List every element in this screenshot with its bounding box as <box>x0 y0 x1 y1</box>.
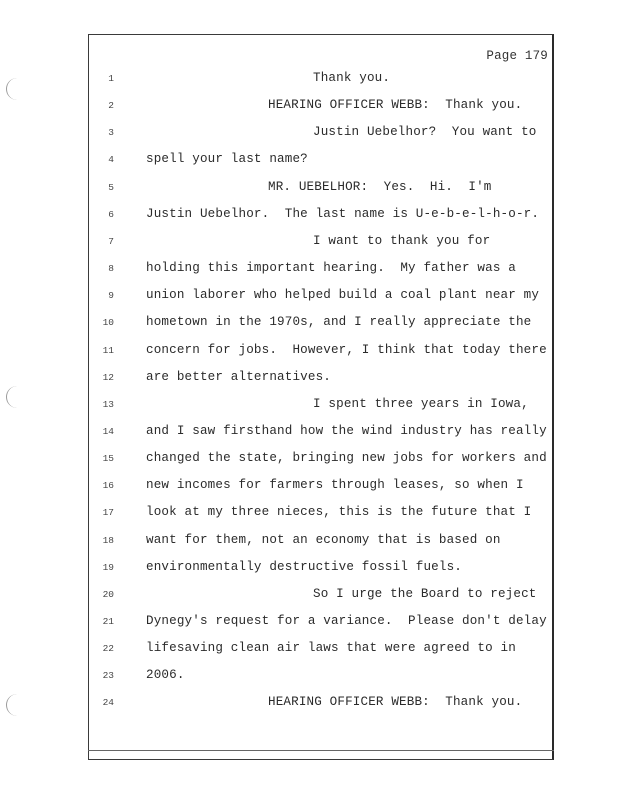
binder-hole-mark <box>6 386 21 408</box>
line-number: 20 <box>102 588 114 600</box>
transcript-line: spell your last name? <box>146 152 308 167</box>
line-number: 4 <box>108 154 114 166</box>
transcript-line: look at my three nieces, this is the future that I <box>146 505 532 520</box>
line-number: 6 <box>108 208 114 220</box>
line-number: 21 <box>102 616 114 627</box>
transcript-line: environmentally destructive fossil fuels. <box>146 559 463 574</box>
line-number: 9 <box>108 290 114 302</box>
transcript-line: changed the state, bringing new jobs for workers and <box>146 451 547 466</box>
line-number: 5 <box>108 181 114 193</box>
line-number: 19 <box>102 561 114 573</box>
transcript-line: hometown in the 1970s, and I really appreciate the <box>146 315 532 330</box>
transcript-line: HEARING OFFICER WEBB: Thank you. <box>268 98 523 113</box>
line-number: 13 <box>102 398 114 410</box>
line-number: 15 <box>102 453 114 465</box>
transcript-line: Dynegy's request for a variance. Please don't delay <box>146 614 547 628</box>
transcript-line: Thank you. <box>313 71 391 85</box>
transcript-line: 2006. <box>146 668 185 683</box>
line-number: 10 <box>102 317 114 329</box>
line-number: 16 <box>102 480 114 492</box>
transcript-line: Justin Uebelhor. The last name is U-e-b-e-l-h-o-r. <box>146 206 540 221</box>
binder-hole-mark <box>6 78 21 100</box>
transcript-line: MR. UEBELHOR: Yes. Hi. I'm <box>268 179 492 194</box>
page-number: Page 179 <box>486 49 548 63</box>
transcript-line: and I saw firsthand how the wind industry has really <box>146 423 547 438</box>
binder-hole-mark <box>6 694 21 716</box>
transcript-line: concern for jobs. However, I think that today there <box>146 342 547 357</box>
line-number: 2 <box>108 100 114 112</box>
transcript-line: holding this important hearing. My father was a <box>146 261 516 276</box>
transcript-line: lifesaving clean air laws that were agreed to in <box>146 641 516 656</box>
line-number: 17 <box>102 507 114 519</box>
transcript-line: new incomes for farmers through leases, so when I <box>146 478 524 493</box>
line-number: 8 <box>108 263 114 275</box>
transcript-line: Justin Uebelhor? You want to <box>313 125 537 140</box>
line-number: 12 <box>102 371 114 383</box>
transcript-line: are better alternatives. <box>146 369 331 384</box>
line-number: 7 <box>108 235 114 247</box>
transcript-line: I spent three years in Iowa, <box>313 396 529 411</box>
line-number: 22 <box>102 643 114 655</box>
transcript-line: want for them, not an economy that is based on <box>146 532 501 547</box>
line-number: 11 <box>102 344 114 356</box>
bottom-divider <box>88 750 554 751</box>
transcript-line: HEARING OFFICER WEBB: Thank you. <box>268 695 523 710</box>
line-number: 18 <box>102 534 114 546</box>
transcript-line: So I urge the Board to reject <box>313 586 537 601</box>
transcript-line: union laborer who helped build a coal plant near my <box>146 288 540 303</box>
line-number: 1 <box>108 73 114 84</box>
transcript-line: I want to thank you for <box>313 233 491 248</box>
line-number: 24 <box>102 697 114 709</box>
line-number: 23 <box>102 670 114 682</box>
line-number: 14 <box>102 425 114 437</box>
line-number: 3 <box>108 127 114 139</box>
